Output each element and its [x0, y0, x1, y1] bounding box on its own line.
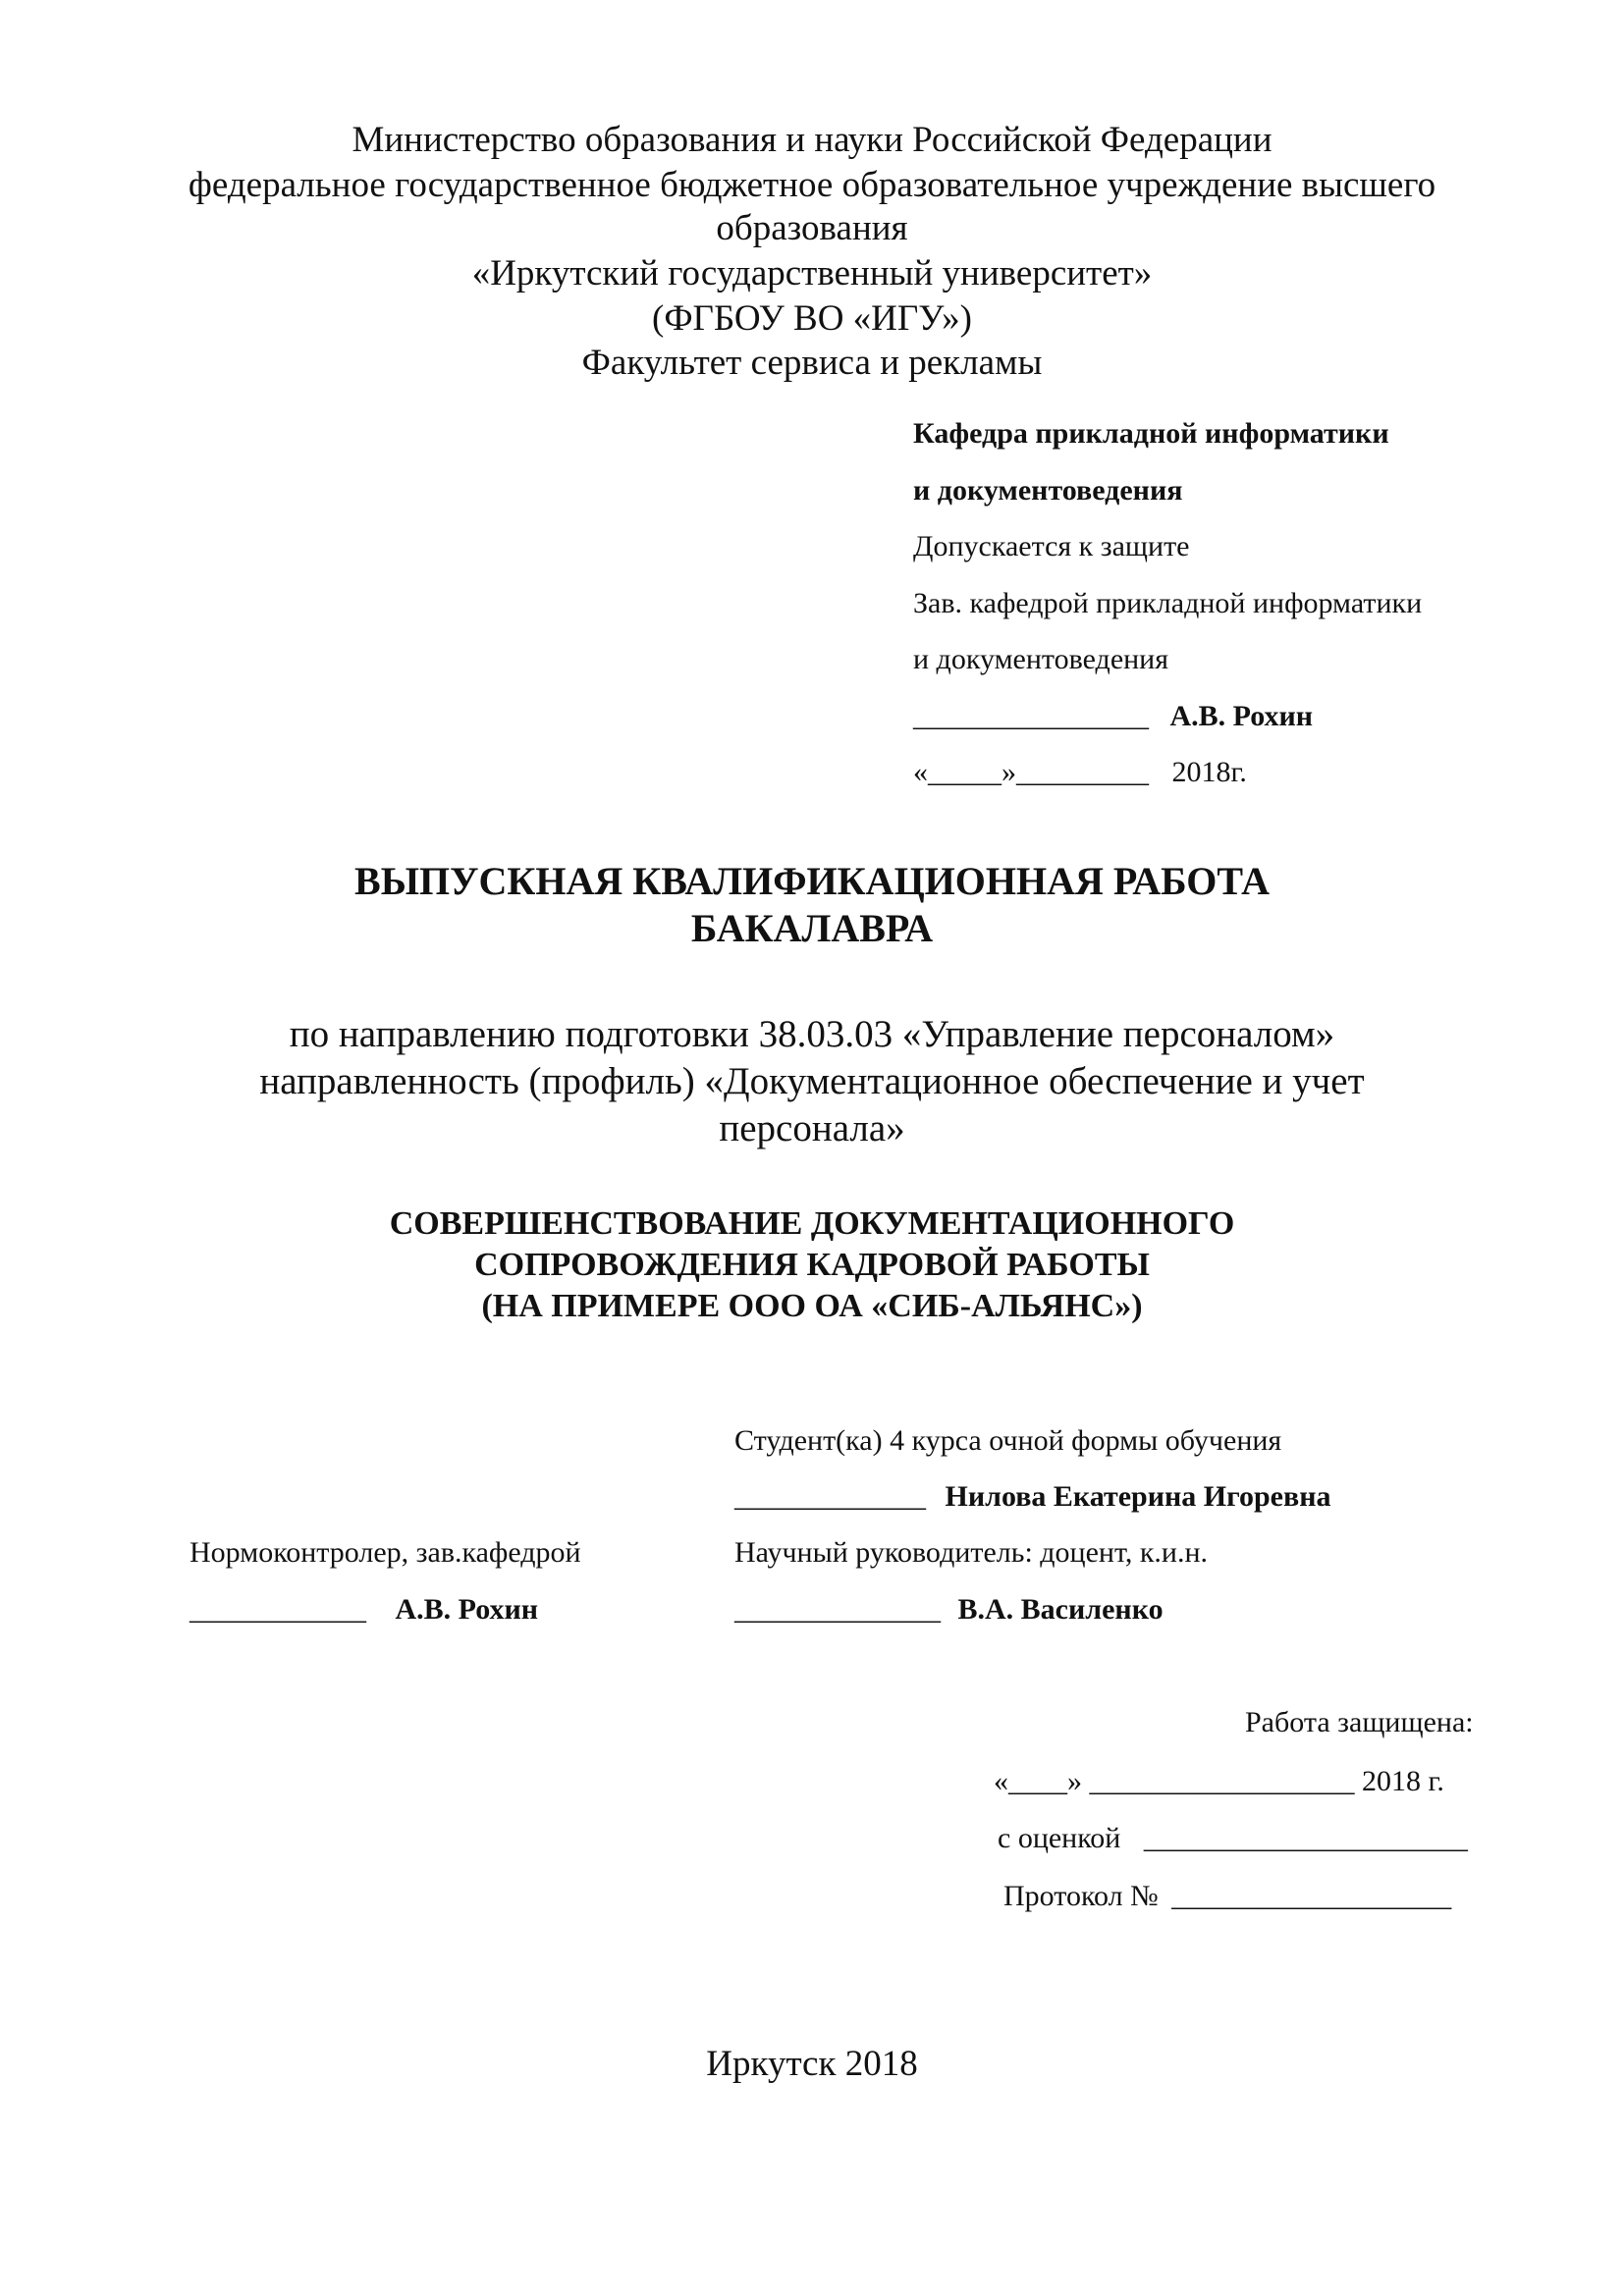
ministry-line: Министерство образования и науки Российской Федерации [352, 120, 1272, 160]
faculty-name: Факультет сервиса и рекламы [581, 343, 1043, 383]
work-title-line-1: ВЫПУСКНАЯ КВАЛИФИКАЦИОННАЯ РАБОТА [354, 859, 1270, 903]
supervisor-name: В.А. Василенко [957, 1593, 1164, 1626]
protocol-label: Протокол № [1003, 1880, 1159, 1912]
approval-year: 2018г. [1171, 756, 1247, 788]
admitted-to-defense: Допускается к защите [913, 530, 1190, 562]
head-signature-row [913, 697, 1313, 736]
normcontrol-name: А.В. Рохин [395, 1593, 539, 1626]
department-line-1: Кафедра прикладной информатики [913, 417, 1389, 450]
student-label: Студент(ка) 4 курса очной формы обучения [734, 1424, 1282, 1457]
work-title-line-2: БАКАЛАВРА [690, 906, 934, 950]
supervisor-signature-line: ______________ [734, 1593, 941, 1626]
direction-line-3: персонала» [719, 1107, 905, 1149]
normcontrol-signature-line: ____________ [189, 1593, 366, 1626]
normcontrol-signature-row [189, 1590, 538, 1629]
department-line-2: и документоведения [913, 474, 1183, 507]
topic-line-3: (НА ПРИМЕРЕ ООО ОА «СИБ-АЛЬЯНС») [481, 1288, 1143, 1324]
approval-date-line: «_____»_________ [913, 756, 1149, 788]
protocol-line: ___________________ [1171, 1880, 1452, 1912]
city-year: Иркутск 2018 [706, 2044, 918, 2084]
grade-line: ______________________ [1143, 1822, 1468, 1854]
defended-label: Работа защищена: [1245, 1706, 1474, 1738]
head-name: А.В. Рохин [1169, 700, 1314, 732]
protocol-row [1003, 1877, 1451, 1916]
student-signature-line: _____________ [734, 1480, 926, 1513]
student-signature-row [734, 1477, 1330, 1517]
grade-label: с оценкой [998, 1822, 1121, 1854]
defense-date: «____» __________________ 2018 г. [994, 1765, 1444, 1797]
supervisor-label: Научный руководитель: доцент, к.и.н. [734, 1536, 1209, 1569]
normcontrol-label: Нормоконтролер, зав.кафедрой [189, 1536, 581, 1569]
supervisor-signature-row [734, 1590, 1164, 1629]
university-abbreviation: (ФГБОУ ВО «ИГУ») [652, 298, 972, 339]
direction-line-1: по направлению подготовки 38.03.03 «Управление персоналом» [289, 1013, 1335, 1055]
head-signature-line: ________________ [913, 700, 1149, 732]
topic-line-2: СОПРОВОЖДЕНИЯ КАДРОВОЙ РАБОТЫ [474, 1247, 1150, 1283]
head-of-department-line-1: Зав. кафедрой прикладной информатики [913, 587, 1423, 619]
approval-date-row [913, 753, 1247, 792]
direction-line-2: направленность (профиль) «Документационное обеспечение и учет [259, 1060, 1365, 1102]
institution-line-2: образования [716, 208, 908, 248]
grade-row [998, 1819, 1468, 1858]
topic-line-1: СОВЕРШЕНСТВОВАНИЕ ДОКУМЕНТАЦИОННОГО [389, 1205, 1235, 1242]
head-of-department-line-2: и документоведения [913, 643, 1169, 675]
student-name: Нилова Екатерина Игоревна [945, 1480, 1331, 1513]
university-name: «Иркутский государственный университет» [471, 253, 1153, 294]
institution-line-1: федеральное государственное бюджетное образовательное учреждение высшего [188, 165, 1436, 205]
